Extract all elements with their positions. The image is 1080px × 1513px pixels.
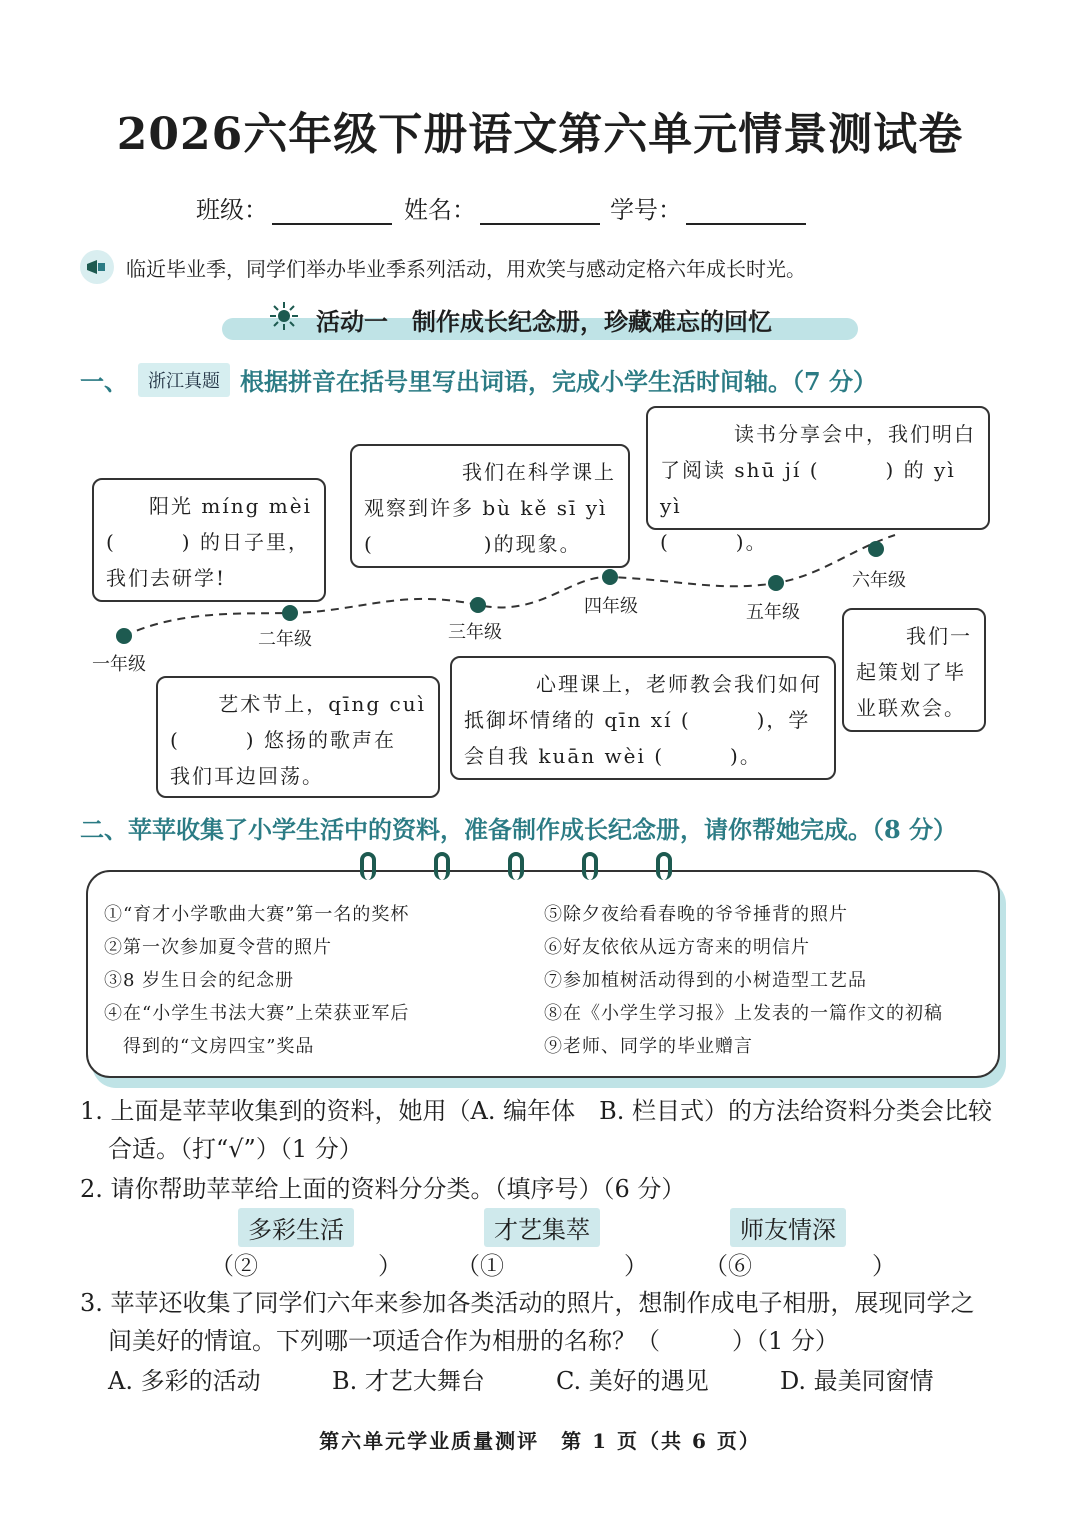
class-field xyxy=(196,190,392,225)
name-field xyxy=(404,190,600,225)
list-item: ⑦参加植树活动得到的小树造型工艺品 xyxy=(544,970,867,991)
ring-icon xyxy=(508,852,524,880)
class-label: 班级： xyxy=(196,196,268,224)
grade-label: 四年级 xyxy=(584,596,638,617)
bubble-line: 观察到许多 bù kě sī yì xyxy=(364,496,608,520)
page-title: 2026六年级下册语文第六单元情景测试卷 xyxy=(116,109,964,160)
grade-label: 五年级 xyxy=(746,602,800,623)
list-item: ⑨老师、同学的毕业赠言 xyxy=(544,1036,753,1057)
materials-right-list xyxy=(544,898,943,1063)
ring-icon xyxy=(360,852,376,880)
option[interactable]: C. 美好的遇见 xyxy=(556,1367,709,1395)
activity-title: 活动一 制作成长纪念册，珍藏难忘的回忆 xyxy=(316,306,772,336)
timeline-dot xyxy=(768,575,784,591)
timeline-bubble xyxy=(646,406,990,554)
timeline-bubble xyxy=(842,608,986,732)
bubble-line: 我们耳边回荡。 xyxy=(170,764,324,788)
bubble-line: ( ) 的日子里， xyxy=(106,530,310,554)
q1-text: 根据拼音在括号里写出词语，完成小学生活时间轴。（7 分） xyxy=(240,367,878,396)
id-blank[interactable] xyxy=(686,197,806,225)
list-item: ⑥好友依依从远方寄来的明信片 xyxy=(544,937,810,958)
answer-blank[interactable]: （⑥ ） xyxy=(704,1252,896,1280)
option[interactable]: A. 多彩的活动 xyxy=(108,1367,261,1395)
q2-number: 二、 xyxy=(80,815,128,844)
q1-tag: 浙江真题 xyxy=(138,363,230,397)
grade-label: 三年级 xyxy=(448,622,502,643)
materials-left-list xyxy=(104,898,409,1063)
list-item: ④在“小学生书法大赛”上荣获亚军后 xyxy=(104,1003,410,1024)
id-field xyxy=(610,190,806,225)
question-2-heading xyxy=(80,810,957,845)
timeline-bubble xyxy=(92,478,326,602)
answer-blank[interactable]: （① ） xyxy=(456,1252,648,1280)
id-label: 学号： xyxy=(610,196,682,224)
q1-number: 一、 xyxy=(80,367,128,396)
subquestion-1 xyxy=(80,1092,992,1168)
sub1-line2: 合适。（打“√”）（1 分） xyxy=(108,1135,363,1163)
option[interactable]: B. 才艺大舞台 xyxy=(332,1367,485,1395)
timeline-bubble xyxy=(350,444,630,568)
timeline-bubble xyxy=(156,676,440,798)
intro xyxy=(80,250,806,284)
subquestion-3 xyxy=(80,1284,975,1360)
activity-heading xyxy=(268,300,772,338)
bubble-line: 会自我 kuān wèi ( )。 xyxy=(464,744,762,768)
grade-label: 二年级 xyxy=(258,629,312,650)
list-item: ⑤除夕夜给看春晚的爷爷捶背的照片 xyxy=(544,904,848,925)
sub1-line1: 1. 上面是苹苹收集到的资料，她用（A. 编年体 B. 栏目式）的方法给资料分类会比较 xyxy=(80,1097,993,1125)
name-blank[interactable] xyxy=(480,197,600,225)
bubble-line: ( ) 悠扬的歌声在 xyxy=(170,728,396,752)
bubble-line: 抵御坏情绪的 qīn xí ( )，学 xyxy=(464,708,811,732)
ring-icon xyxy=(434,852,450,880)
list-item: ③8 岁生日会的纪念册 xyxy=(104,970,295,991)
bubble-line: 起策划了毕 xyxy=(856,660,966,684)
option[interactable]: D. 最美同窗情 xyxy=(780,1367,934,1395)
subquestion-2: 2. 请你帮助苹苹给上面的资料分分类。（填序号）（6 分） xyxy=(80,1175,686,1203)
grade-label: 一年级 xyxy=(92,654,146,675)
timeline-bubble xyxy=(450,656,836,780)
bubble-line: 我们一 xyxy=(906,624,972,648)
bubble-line: 了阅读 shū jí ( ) 的 yì yì xyxy=(660,458,956,518)
list-item: ①“育才小学歌曲大赛”第一名的奖杯 xyxy=(104,904,410,925)
sub3-line2: 间美好的情谊。下列哪一项适合作为相册的名称？（ ）（1 分） xyxy=(108,1327,839,1355)
intro-text: 临近毕业季，同学们举办毕业季系列活动，用欢笑与感动定格六年成长时光。 xyxy=(126,256,806,281)
sun-icon xyxy=(268,300,300,338)
bubble-line: 艺术节上，qīng cuì xyxy=(218,692,426,716)
timeline-dot xyxy=(282,605,298,621)
answer-blank[interactable]: （② ） xyxy=(210,1252,402,1280)
list-item: ⑧在《小学生学习报》上发表的一篇作文的初稿 xyxy=(544,1003,943,1024)
timeline-dot xyxy=(470,597,486,613)
bubble-line: 我们在科学课上 xyxy=(462,460,616,484)
question-1-heading xyxy=(80,362,877,397)
category-label: 多彩生活 xyxy=(238,1208,354,1247)
bubble-line: 心理课上，老师教会我们如何 xyxy=(536,672,822,696)
category-label: 才艺集萃 xyxy=(484,1208,600,1247)
list-item: ②第一次参加夏令营的照片 xyxy=(104,937,332,958)
list-item: 得到的“文房四宝”奖品 xyxy=(104,1036,315,1057)
name-label: 姓名： xyxy=(404,196,476,224)
bubble-line: 阳光 míng mèi xyxy=(149,494,312,518)
megaphone-icon xyxy=(80,250,114,284)
bubble-line: ( )的现象。 xyxy=(364,532,582,556)
sub3-line1: 3. 苹苹还收集了同学们六年来参加各类活动的照片，想制作成电子相册，展现同学之 xyxy=(80,1289,975,1317)
bubble-line: ( )。 xyxy=(660,530,768,554)
timeline-dot xyxy=(116,628,132,644)
timeline-dot xyxy=(602,569,618,585)
bubble-line: 我们去研学! xyxy=(106,566,227,590)
grade-label: 六年级 xyxy=(852,570,906,591)
class-blank[interactable] xyxy=(272,197,392,225)
q2-text: 苹苹收集了小学生活中的资料，准备制作成长纪念册，请你帮她完成。（8 分） xyxy=(128,815,958,844)
page-footer: 第六单元学业质量测评 第 1 页（共 6 页） xyxy=(319,1429,761,1453)
ring-icon xyxy=(582,852,598,880)
bubble-line: 业联欢会。 xyxy=(856,696,966,720)
category-label: 师友情深 xyxy=(730,1208,846,1247)
ring-icon xyxy=(656,852,672,880)
bubble-line: 读书分享会中，我们明白 xyxy=(734,422,976,446)
